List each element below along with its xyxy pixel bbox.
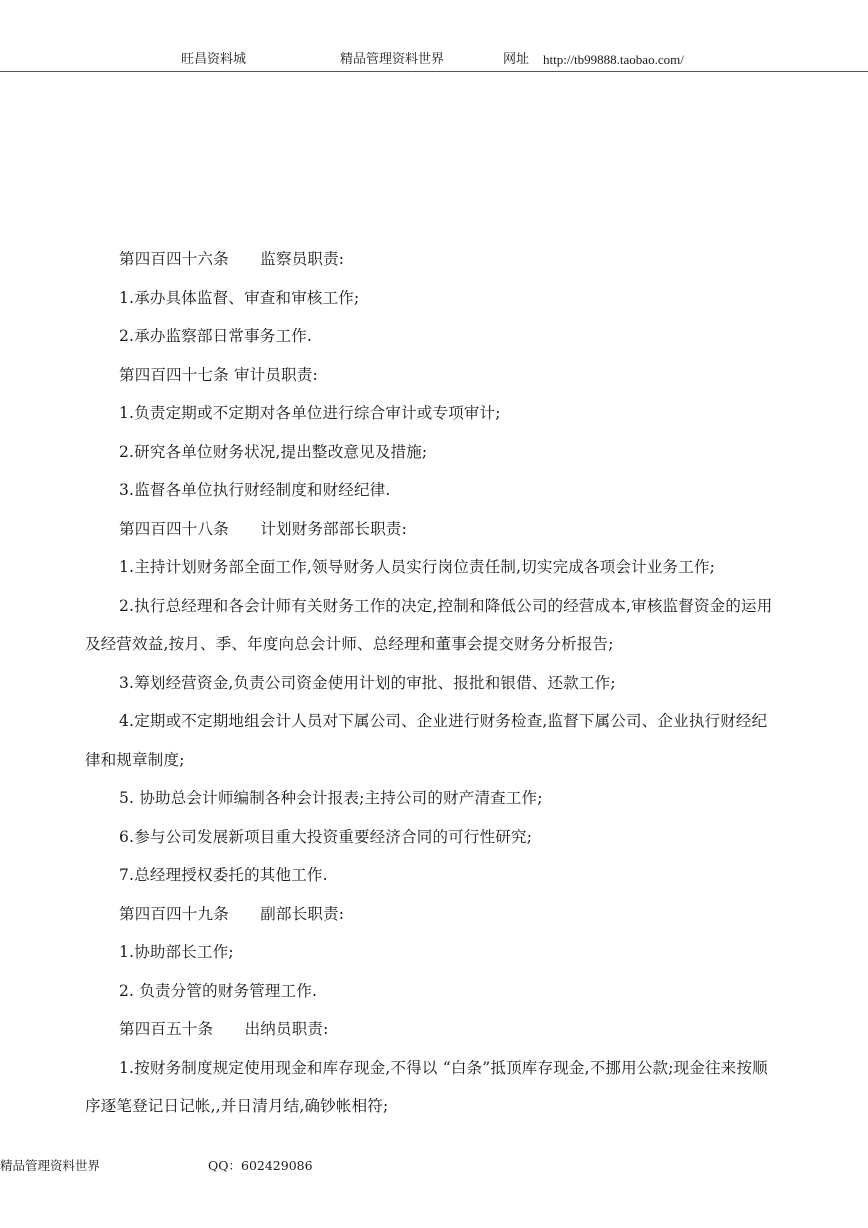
list-item: 1.主持计划财务部全面工作,领导财务人员实行岗位责任制,切实完成各项会计业务工作; <box>119 558 716 576</box>
list-item: 3.筹划经营资金,负责公司资金使用计划的审批、报批和银借、还款工作; <box>119 673 616 692</box>
list-item: 2.承办监察部日常事务工作. <box>119 327 313 345</box>
list-item: 2. 负责分管的财务管理工作. <box>119 981 318 1000</box>
article-448-title: 第四百四十八条 计划财务部部长职责: <box>119 519 408 538</box>
list-item: 2.研究各单位财务状况,提出整改意见及措施; <box>119 442 428 461</box>
list-item: 3.监督各单位执行财经制度和财经纪律. <box>119 481 391 499</box>
footer-contact-qq: QQ：602429086 <box>208 1158 313 1173</box>
article-450-title: 第四百五十条 出纳员职责: <box>119 1020 329 1038</box>
list-item: 5. 协助总会计师编制各种会计报表;主持公司的财产清查工作; <box>119 789 543 807</box>
page-header <box>0 0 868 72</box>
document-body <box>85 240 775 1126</box>
header-url-link[interactable]: http://tb99888.taobao.com/ <box>543 52 684 67</box>
list-item: 1.负责定期或不定期对各单位进行综合审计或专项审计; <box>119 404 501 422</box>
header-slogan: 精品管理资料世界 <box>340 52 445 67</box>
list-item: 1.协助部长工作; <box>119 943 234 961</box>
header-site-name: 旺昌资料城 <box>181 52 247 67</box>
footer-site-name: 精品管理资料世界 <box>0 1158 101 1173</box>
article-446-title: 第四百四十六条 监察员职责: <box>119 250 345 268</box>
header-divider <box>0 71 868 72</box>
page-footer <box>0 1158 868 1178</box>
list-item: 1.承办具体监督、审查和审核工作; <box>119 288 360 307</box>
list-item: 6.参与公司发展新项目重大投资重要经济合同的可行性研究; <box>119 827 533 846</box>
article-449-title: 第四百四十九条 副部长职责: <box>119 904 345 923</box>
header-url-label: 网址 <box>503 52 530 67</box>
list-item: 1.按财务制度规定使用现金和库存现金,不得以 “白条”抵顶库存现金,不挪用公款;现金往来按顺序逐笔登记日记帐,,并日清月结,确钞帐相符; <box>85 1058 768 1115</box>
article-447-title: 第四百四十七条 审计员职责: <box>119 365 318 384</box>
list-item: 7.总经理授权委托的其他工作. <box>119 866 328 884</box>
list-item: 2.执行总经理和各会计师有关财务工作的决定,控制和降低公司的经营成本,审核监督资金的运用及经营效益,按月、季、年度向总会计师、总经理和董事会提交财务分析报告; <box>85 596 773 653</box>
list-item: 4.定期或不定期地组会计人员对下属公司、企业进行财务检查,监督下属公司、企业执行财经纪律和规章制度; <box>85 712 768 769</box>
